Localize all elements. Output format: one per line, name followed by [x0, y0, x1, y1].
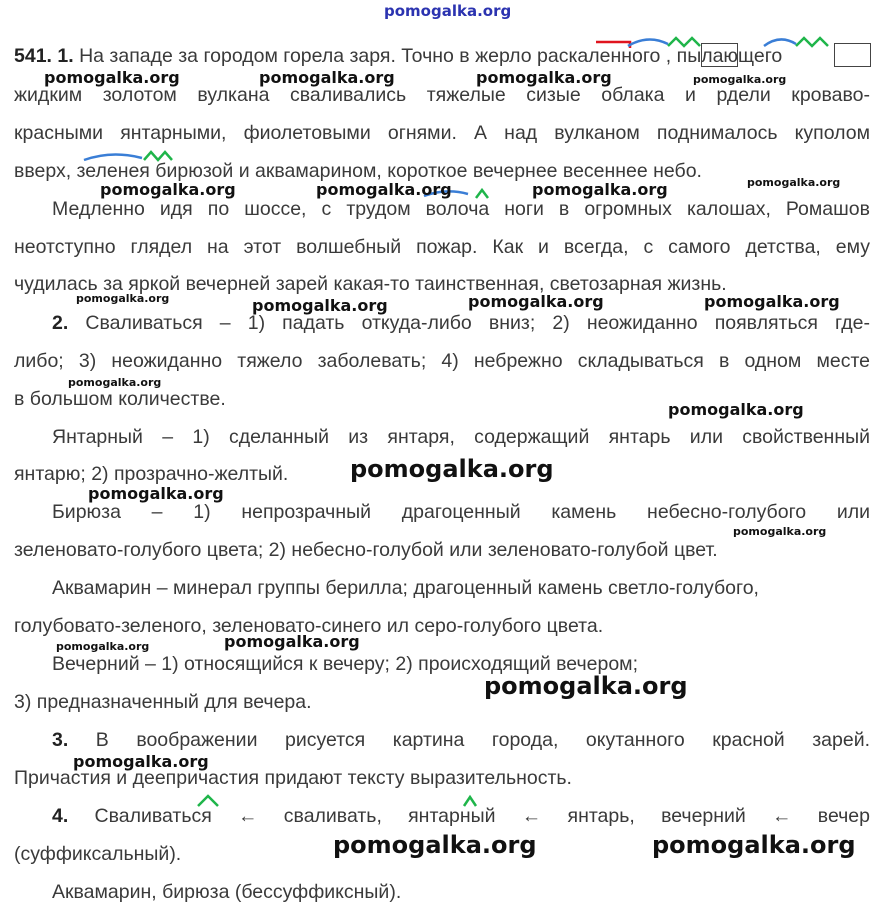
watermark: pomogalka.org [44, 68, 180, 87]
text-line: в большом количестве. [14, 388, 226, 410]
section-number: 4. [52, 805, 69, 827]
watermark: pomogalka.org [484, 672, 688, 700]
watermark: pomogalka.org [704, 292, 840, 311]
watermark: pomogalka.org [68, 376, 162, 389]
watermark: pomogalka.org [252, 296, 388, 315]
text-line: 541. 1. На западе за городом горела заря. Точно в жерло раскаленного , пылающего [14, 45, 783, 67]
exercise-number: 541. 1. [14, 45, 74, 67]
text-line: зеленовато-голубого цвета; 2) небесно-голубой или зеленовато-голубой цвет. [14, 539, 718, 561]
text-line: красными янтарными, фиолетовыми огнями. А над вулканом поднималось куполом [14, 122, 870, 144]
watermark: pomogalka.org [88, 484, 224, 503]
watermark: pomogalka.org [747, 176, 841, 189]
watermark: pomogalka.org [259, 68, 395, 87]
text-line: жидким золотом вулкана сваливались тяжелые сизые облака и рдели кроваво- [14, 84, 870, 106]
watermark: pomogalka.org [733, 525, 827, 538]
text-line: Аквамарин – минерал группы берилла; драгоценный камень светло-голубого, [52, 577, 759, 599]
watermark: pomogalka.org [224, 632, 360, 651]
watermark: pomogalka.org [468, 292, 604, 311]
text-line: неотступно глядел на этот волшебный пожар. Как и всегда, с самого детства, ему [14, 236, 870, 258]
site-header: pomogalka.org [384, 2, 512, 20]
watermark: pomogalka.org [476, 68, 612, 87]
text-line: Бирюза – 1) непрозрачный драгоценный камень небесно-голубого или [52, 501, 870, 523]
watermark: pomogalka.org [693, 73, 787, 86]
text-line: Медленно идя по шоссе, с трудом волоча ноги в огромных калошах, Ромашов [52, 198, 870, 220]
watermark: pomogalka.org [73, 752, 209, 771]
text-line: чудилась за яркой вечерней зарей какая-то таинственная, светозарная жизнь. [14, 273, 727, 295]
section-number: 3. [52, 729, 69, 751]
text-line: 3. В воображении рисуется картина города, окутанного красной зарей. [52, 729, 870, 751]
watermark: pomogalka.org [100, 180, 236, 199]
text-line: Вечерний – 1) относящийся к вечеру; 2) происходящий вечером; [52, 653, 639, 675]
watermark: pomogalka.org [652, 831, 856, 859]
watermark: pomogalka.org [56, 640, 150, 653]
text-line: Аквамарин, бирюза (бессуффиксный). [52, 881, 402, 903]
text-line: 4. Сваливаться ← сваливать, янтарный ← янтарь, вечерний ← вечер [52, 805, 870, 827]
text-line: (суффиксальный). [14, 843, 182, 865]
watermark: pomogalka.org [333, 831, 537, 859]
text-line: янтарю; 2) прозрачно-желтый. [14, 463, 289, 485]
section-number: 2. [52, 312, 69, 334]
watermark: pomogalka.org [350, 455, 554, 483]
watermark: pomogalka.org [76, 292, 170, 305]
watermark: pomogalka.org [316, 180, 452, 199]
text-line: 2. Сваливаться – 1) падать откуда-либо вниз; 2) неожиданно появляться где- [52, 312, 870, 334]
text-line: либо; 3) неожиданно тяжело заболевать; 4) небрежно складываться в одном месте [14, 350, 870, 372]
text-line: 3) предназначенный для вечера. [14, 691, 312, 713]
text-line: вверх, зеленея бирюзой и аквамарином, короткое вечернее весеннее небо. [14, 160, 702, 182]
text-line: Янтарный – 1) сделанный из янтаря, содержащий янтарь или свойственный [52, 426, 870, 448]
watermark: pomogalka.org [668, 400, 804, 419]
text-line: Причастия и деепричастия придают тексту выразительность. [14, 767, 572, 789]
watermark: pomogalka.org [532, 180, 668, 199]
text-line: голубовато-зеленого, зеленовато-синего ил серо-голубого цвета. [14, 615, 604, 637]
